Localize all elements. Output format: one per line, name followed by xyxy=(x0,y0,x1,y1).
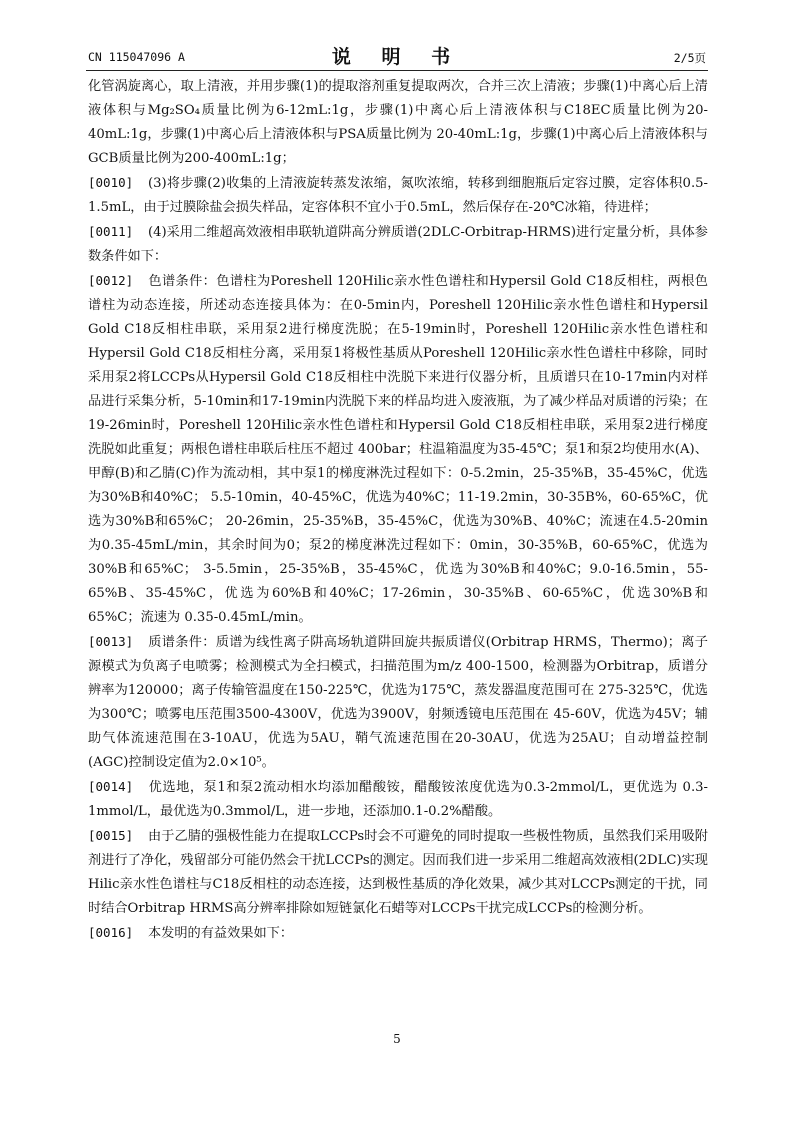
paragraph-number: [0016] xyxy=(88,925,134,940)
paragraph-0016 xyxy=(88,921,708,946)
paragraph-text: 本发明的有益效果如下： xyxy=(148,926,294,941)
paragraph-number: [0014] xyxy=(88,779,134,794)
paragraph-0010 xyxy=(88,171,708,220)
paragraph-0014 xyxy=(88,775,708,824)
paragraph-number: [0011] xyxy=(88,224,134,239)
paragraph-0015 xyxy=(88,824,708,921)
page-number: 5 xyxy=(393,1032,401,1046)
document-number: CN 115047096 A xyxy=(88,50,185,64)
paragraph-number: [0013] xyxy=(88,634,134,649)
paragraph-number: [0015] xyxy=(88,828,134,843)
paragraph-number: [0012] xyxy=(88,273,134,288)
paragraph-text: 质谱条件：质谱为线性离子阱高场轨道阱回旋共振质谱仪(Orbitrap HRMS，Thermo)；离子源模式为负离子电喷雾；检测模式为全扫模式，扫描范围为m/z 400-1500，检测器为Orbitrap，质谱分辨率为120000；离子传输管温度在150-225℃，优选为175℃，蒸发器温度范围可在 275-325℃，优选为300℃；喷雾电压范围3500-4300V，优选为3900V，射频透镜电压范围在 45-60V，优选为45V；辅助气体流速范围在3-10AU，优选为5AU，鞘气流速范围在20-30AU，优选为25AU；自动增益控制(AGC)控制设定值为2.0×10⁵。 xyxy=(88,635,708,770)
paragraph-text: 优选地，泵1和泵2流动相水均添加醋酸铵，醋酸铵浓度优选为0.3-2mmol/L，更优选为 0.3-1mmol/L，最优选为0.3mmol/L，进一步地，还添加0.1-0.2%醋酸。 xyxy=(88,780,708,819)
paragraph-text: 化管涡旋离心，取上清液，并用步骤(1)的提取溶剂重复提取两次，合并三次上清液；步骤(1)中离心后上清液体积与Mg₂SO₄质量比例为6-12mL:1g，步骤(1)中离心后上清液体积与C18EC质量比例为20-40mL:1g，步骤(1)中离心后上清液体积与PSA质量比例为 20-40mL:1g，步骤(1)中离心后上清液体积与GCB质量比例为200-400mL:1g； xyxy=(88,79,708,166)
paragraph-0013 xyxy=(88,630,708,775)
document-body xyxy=(88,75,708,946)
page-title: 说 明 书 xyxy=(331,46,463,68)
paragraph-text: 色谱条件：色谱柱为Poreshell 120Hilic亲水性色谱柱和Hypersil Gold C18反相柱，两根色谱柱为动态连接，所述动态连接具体为：在0-5min内，Poreshell 120Hilic亲水性色谱柱和Hypersil Gold C18反相柱串联，采用泵2进行梯度洗脱；在5-19min时，Poreshell 120Hilic亲水性色谱柱和Hypersil Gold C18反相柱分离，采用泵1将极性基质从Poreshell 120Hilic亲水性色谱柱中移除，同时采用泵2将LCCPs从Hypersil Gold C18反相柱中洗脱下来进行仪器分析，且质谱只在10-17min内对样品进行采集分析，5-10min和17-19min内洗脱下来的样品均进入废液瓶，为了减少样品对质谱的污染；在19-26min时，Poreshell 120Hilic亲水性色谱柱和Hypersil Gold C18反相柱串联，采用泵2进行梯度洗脱如此重复；两根色谱柱串联后柱压不超过 400bar；柱温箱温度为35-45℃；泵1和泵2均使用水(A)、甲醇(B)和乙腈(C)作为流动相，其中泵1的梯度淋洗过程如下：0-5.2min，25-35%B，35-45%C，优选为30%B和40%C； 5.5-10min，40-45%C，优选为40%C；11-19.2min，30-35B%，60-65%C，优选为30%B和65%C； 20-26min，25-35%B，35-45%C，优选为30%B、40%C；流速在4.5-20min为0.35-45mL/min，其余时间为0；泵2的梯度淋洗过程如下：0min，30-35%B，60-65%C，优选为30%B和65%C； 3-5.5min，25-35%B，35-45%C，优选为30%B和40%C；9.0-16.5min，55-65%B、35-45%C，优选为60%B和40%C；17-26min，30-35%B、60-65%C，优选30%B和65%C；流速为 0.35-0.45mL/min。 xyxy=(88,274,708,625)
paragraph-text: 由于乙腈的强极性能力在提取LCCPs时会不可避免的同时提取一些极性物质，虽然我们采用吸附剂进行了净化，残留部分可能仍然会干扰LCCPs的测定。因而我们进一步采用二维超高效液相(2DLC)实现Hilic亲水性色谱柱与C18反相柱的动态连接，达到极性基质的净化效果，减少其对LCCPs测定的干扰，同时结合Orbitrap HRMS高分辨率排除如短链氯化石蜡等对LCCPs干扰完成LCCPs的检测分析。 xyxy=(88,829,708,916)
paragraph-0012 xyxy=(88,269,708,630)
page-info: 2/5页 xyxy=(673,51,706,65)
paragraph-number: [0010] xyxy=(88,175,134,190)
paragraph-continued xyxy=(88,75,708,171)
header-rule xyxy=(86,70,708,71)
paragraph-text: (3)将步骤(2)收集的上清液旋转蒸发浓缩，氮吹浓缩，转移到细胞瓶后定容过膜，定容体积0.5-1.5mL，由于过膜除盐会损失样品，定容体积不宜小于0.5mL，然后保存在-20℃冰箱，待进样； xyxy=(88,176,708,215)
paragraph-0011 xyxy=(88,220,708,269)
paragraph-text: (4)采用二维超高效液相串联轨道阱高分辨质谱(2DLC-Orbitrap-HRMS)进行定量分析，具体参数条件如下： xyxy=(88,225,708,264)
